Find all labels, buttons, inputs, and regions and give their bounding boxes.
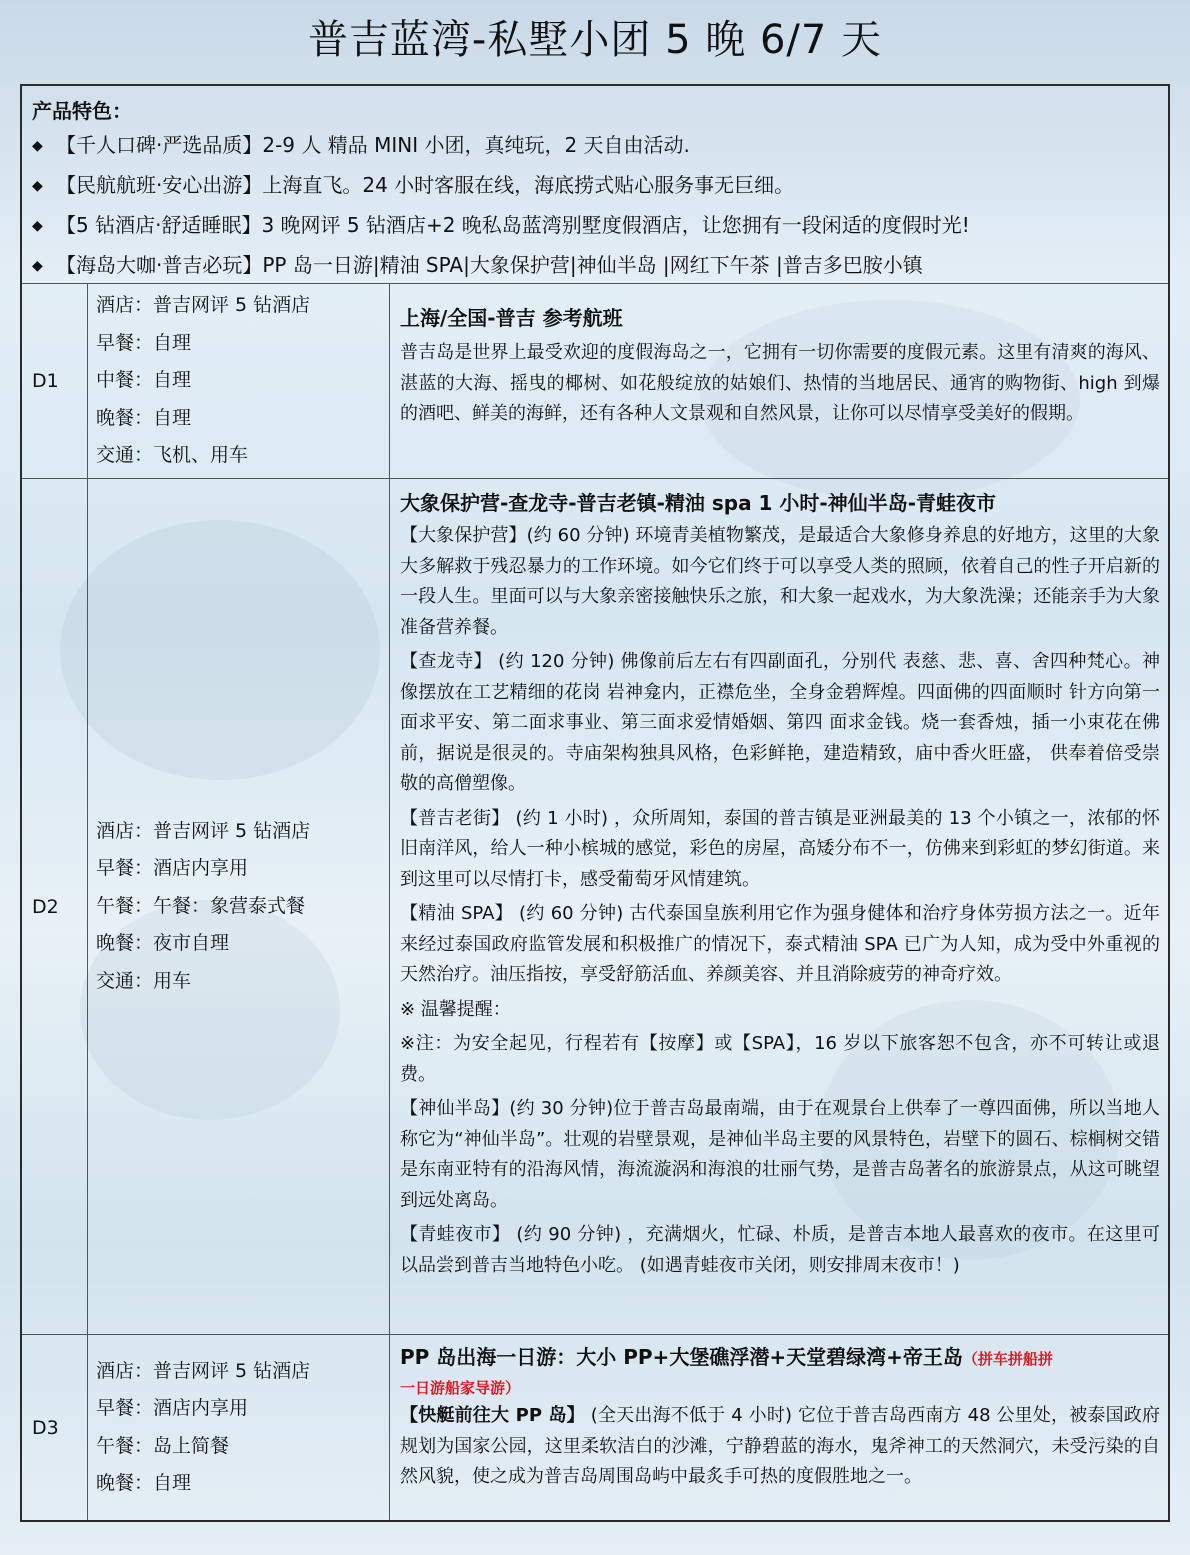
- day-paragraph: 【查龙寺】 (约 120 分钟) 佛像前后左右有四副面孔，分别代 表慈、悲、喜、舍四种梵心。神像摆放在工艺精细的花岗 岩神龛内，正襟危坐，全身金碧辉煌。四面佛的四面顺时 针方向第一面求平安、第二面求事业、第三面求爱情婚姻、第四 面求金钱。烧一套香烛，插一小束花在佛前，据说是很灵的。寺庙架构独具风格，色彩鲜艳，建造精致，庙中香火旺盛， 供奉着倍受崇敬的高僧塑像。: [400, 651, 1160, 794]
- features-heading: 产品特色：: [32, 99, 132, 123]
- day-label: D3: [22, 1335, 88, 1520]
- feature-item: ◆ 【5 钻酒店·舒适睡眠】3 晚网评 5 钻酒店+2 晚私岛蓝湾别墅度假酒店，让您拥有一段闲适的度假时光!: [32, 206, 1168, 246]
- info-lunch: 午餐：午餐：象营泰式餐: [96, 894, 306, 917]
- day-paragraph: 普吉岛是世界上最受欢迎的度假海岛之一，它拥有一切你需要的度假元素。这里有清爽的海风、湛蓝的大海、摇曳的椰树、如花般绽放的姑娘们、热情的当地居民、通宵的购物街、high 到爆的酒吧、鲜美的海鲜，还有各种人文景观和自然风景，让你可以尽情享受美好的假期。: [400, 342, 1160, 424]
- info-hotel: 酒店：普吉网评 5 钻酒店: [96, 294, 311, 317]
- day-info: [88, 284, 390, 478]
- day-label: D2: [22, 479, 88, 1334]
- info-transport: 交通：用车: [96, 969, 192, 992]
- day-info: [88, 479, 390, 1334]
- reminder-heading: ※ 温馨提醒：: [400, 998, 511, 1020]
- feature-item: ◆ 【千人口碑·严选品质】2-9 人 精品 MINI 小团，真纯玩，2 天自由活动.: [32, 126, 1168, 166]
- feature-item: ◆ 【海岛大咖·普吉必玩】PP 岛一日游|精油 SPA|大象保护营|神仙半岛 |网红下午茶 |普吉多巴胺小镇: [32, 246, 1168, 286]
- day-paragraph: 【快艇前往大 PP 岛】 (全天出海不低于 4 小时) 它位于普吉岛西南方 48 公里处，被泰国政府规划为国家公园，这里柔软洁白的沙滩，宁静碧蓝的海水，鬼斧神工的天然洞穴，未受污染的自然风貌，使之成为普吉岛周围岛屿中最炙手可热的度假胜地之一。: [400, 1405, 1160, 1487]
- title-note-continued: 一日游船家导游）: [400, 1379, 521, 1397]
- features-section: [22, 86, 1168, 284]
- day-description: [390, 479, 1168, 1334]
- day-description: [390, 1335, 1168, 1520]
- day-paragraph: 【精油 SPA】 (约 60 分钟) 古代泰国皇族利用它作为强身健体和治疗身体劳损方法之一。近年来经过泰国政府监管发展和积极推广的情况下，泰式精油 SPA 已广为人知，成为受中外重视的天然治疗。油压指按，享受舒筋活血、养颜美容、并且消除疲劳的神奇疗效。: [400, 903, 1160, 985]
- title-note: （拼车拼船拼: [962, 1350, 1053, 1368]
- day-paragraph: 【普吉老街】 (约 1 小时) ，众所周知，泰国的普吉镇是亚洲最美的 13 个小镇之一，浓郁的怀旧南洋风，给人一种小槟城的感觉，彩色的房屋，高矮分布不一，仿佛来到彩虹的梦幻街道。来到这里可以尽情打卡，感受葡萄牙风情建筑。: [400, 807, 1160, 890]
- info-dinner: 晚餐：夜市自理: [96, 932, 230, 955]
- day-title: PP 岛出海一日游：大小 PP+大堡礁浮潜+天堂碧绿湾+帝王岛（拼车拼船拼: [400, 1345, 1053, 1369]
- info-hotel: 酒店：普吉网评 5 钻酒店: [96, 819, 311, 842]
- info-dinner: 晚餐：自理: [96, 406, 192, 429]
- info-hotel: 酒店：普吉网评 5 钻酒店: [96, 1359, 311, 1382]
- info-dinner: 晚餐：自理: [96, 1472, 192, 1494]
- info-breakfast: 早餐：酒店内享用: [96, 1397, 249, 1419]
- day-title: 大象保护营-查龙寺-普吉老镇-精油 spa 1 小时-神仙半岛-青蛙夜市: [400, 491, 997, 515]
- diamond-bullet-icon: ◆: [32, 218, 43, 234]
- day-row-d3: [22, 1335, 1168, 1520]
- info-lunch: 中餐：自理: [96, 369, 192, 392]
- day-paragraph: 【神仙半岛】(约 30 分钟)位于普吉岛最南端，由于在观景台上供奉了一尊四面佛，所以当地人称它为“神仙半岛”。壮观的岩壁景观，是神仙半岛主要的风景特色，岩壁下的圆石、棕榈树交错是东南亚特有的沿海风情，海流漩涡和海浪的壮丽气势，是普吉岛著名的旅游景点，从这可眺望到远处离岛。: [400, 1098, 1160, 1211]
- day-description: [390, 284, 1168, 478]
- diamond-bullet-icon: ◆: [32, 258, 43, 274]
- page-title: 普吉蓝湾-私墅小团 5 晚 6/7 天: [307, 17, 883, 63]
- reminder-note: ※注：为安全起见，行程若有【按摩】或【SPA】，16 岁以下旅客恕不包含，亦不可转让或退费。: [400, 1033, 1160, 1085]
- day-row-d1: [22, 284, 1168, 479]
- day-label: D1: [22, 284, 88, 478]
- info-transport: 交通：飞机、用车: [96, 444, 249, 467]
- day-info: [88, 1335, 390, 1520]
- feature-item: ◆ 【民航航班·安心出游】上海直飞。24 小时客服在线，海底捞式贴心服务事无巨细。: [32, 166, 1168, 206]
- day-paragraph: 【大象保护营】(约 60 分钟) 环境青美植物繁茂，是最适合大象修身养息的好地方，这里的大象大多解救于残忍暴力的工作环境。如今它们终于可以享受人类的照顾，依着自己的性子开启新的一段人生。里面可以与大象亲密接触快乐之旅，和大象一起戏水，为大象洗澡；还能亲手为大象准备营养餐。: [400, 525, 1160, 638]
- day-title: 上海/全国-普吉 参考航班: [400, 306, 623, 330]
- info-breakfast: 早餐：自理: [96, 331, 192, 354]
- day-paragraph: 【青蛙夜市】 (约 90 分钟) ，充满烟火，忙碌、朴质，是普吉本地人最喜欢的夜市。在这里可以品尝到普吉当地特色小吃。 (如遇青蛙夜市关闭，则安排周末夜市！): [400, 1224, 1160, 1276]
- diamond-bullet-icon: ◆: [32, 138, 43, 154]
- day-row-d2: [22, 479, 1168, 1335]
- itinerary-table: [20, 84, 1170, 1522]
- info-breakfast: 早餐：酒店内享用: [96, 857, 249, 880]
- info-lunch: 午餐：岛上简餐: [96, 1434, 230, 1457]
- diamond-bullet-icon: ◆: [32, 178, 43, 194]
